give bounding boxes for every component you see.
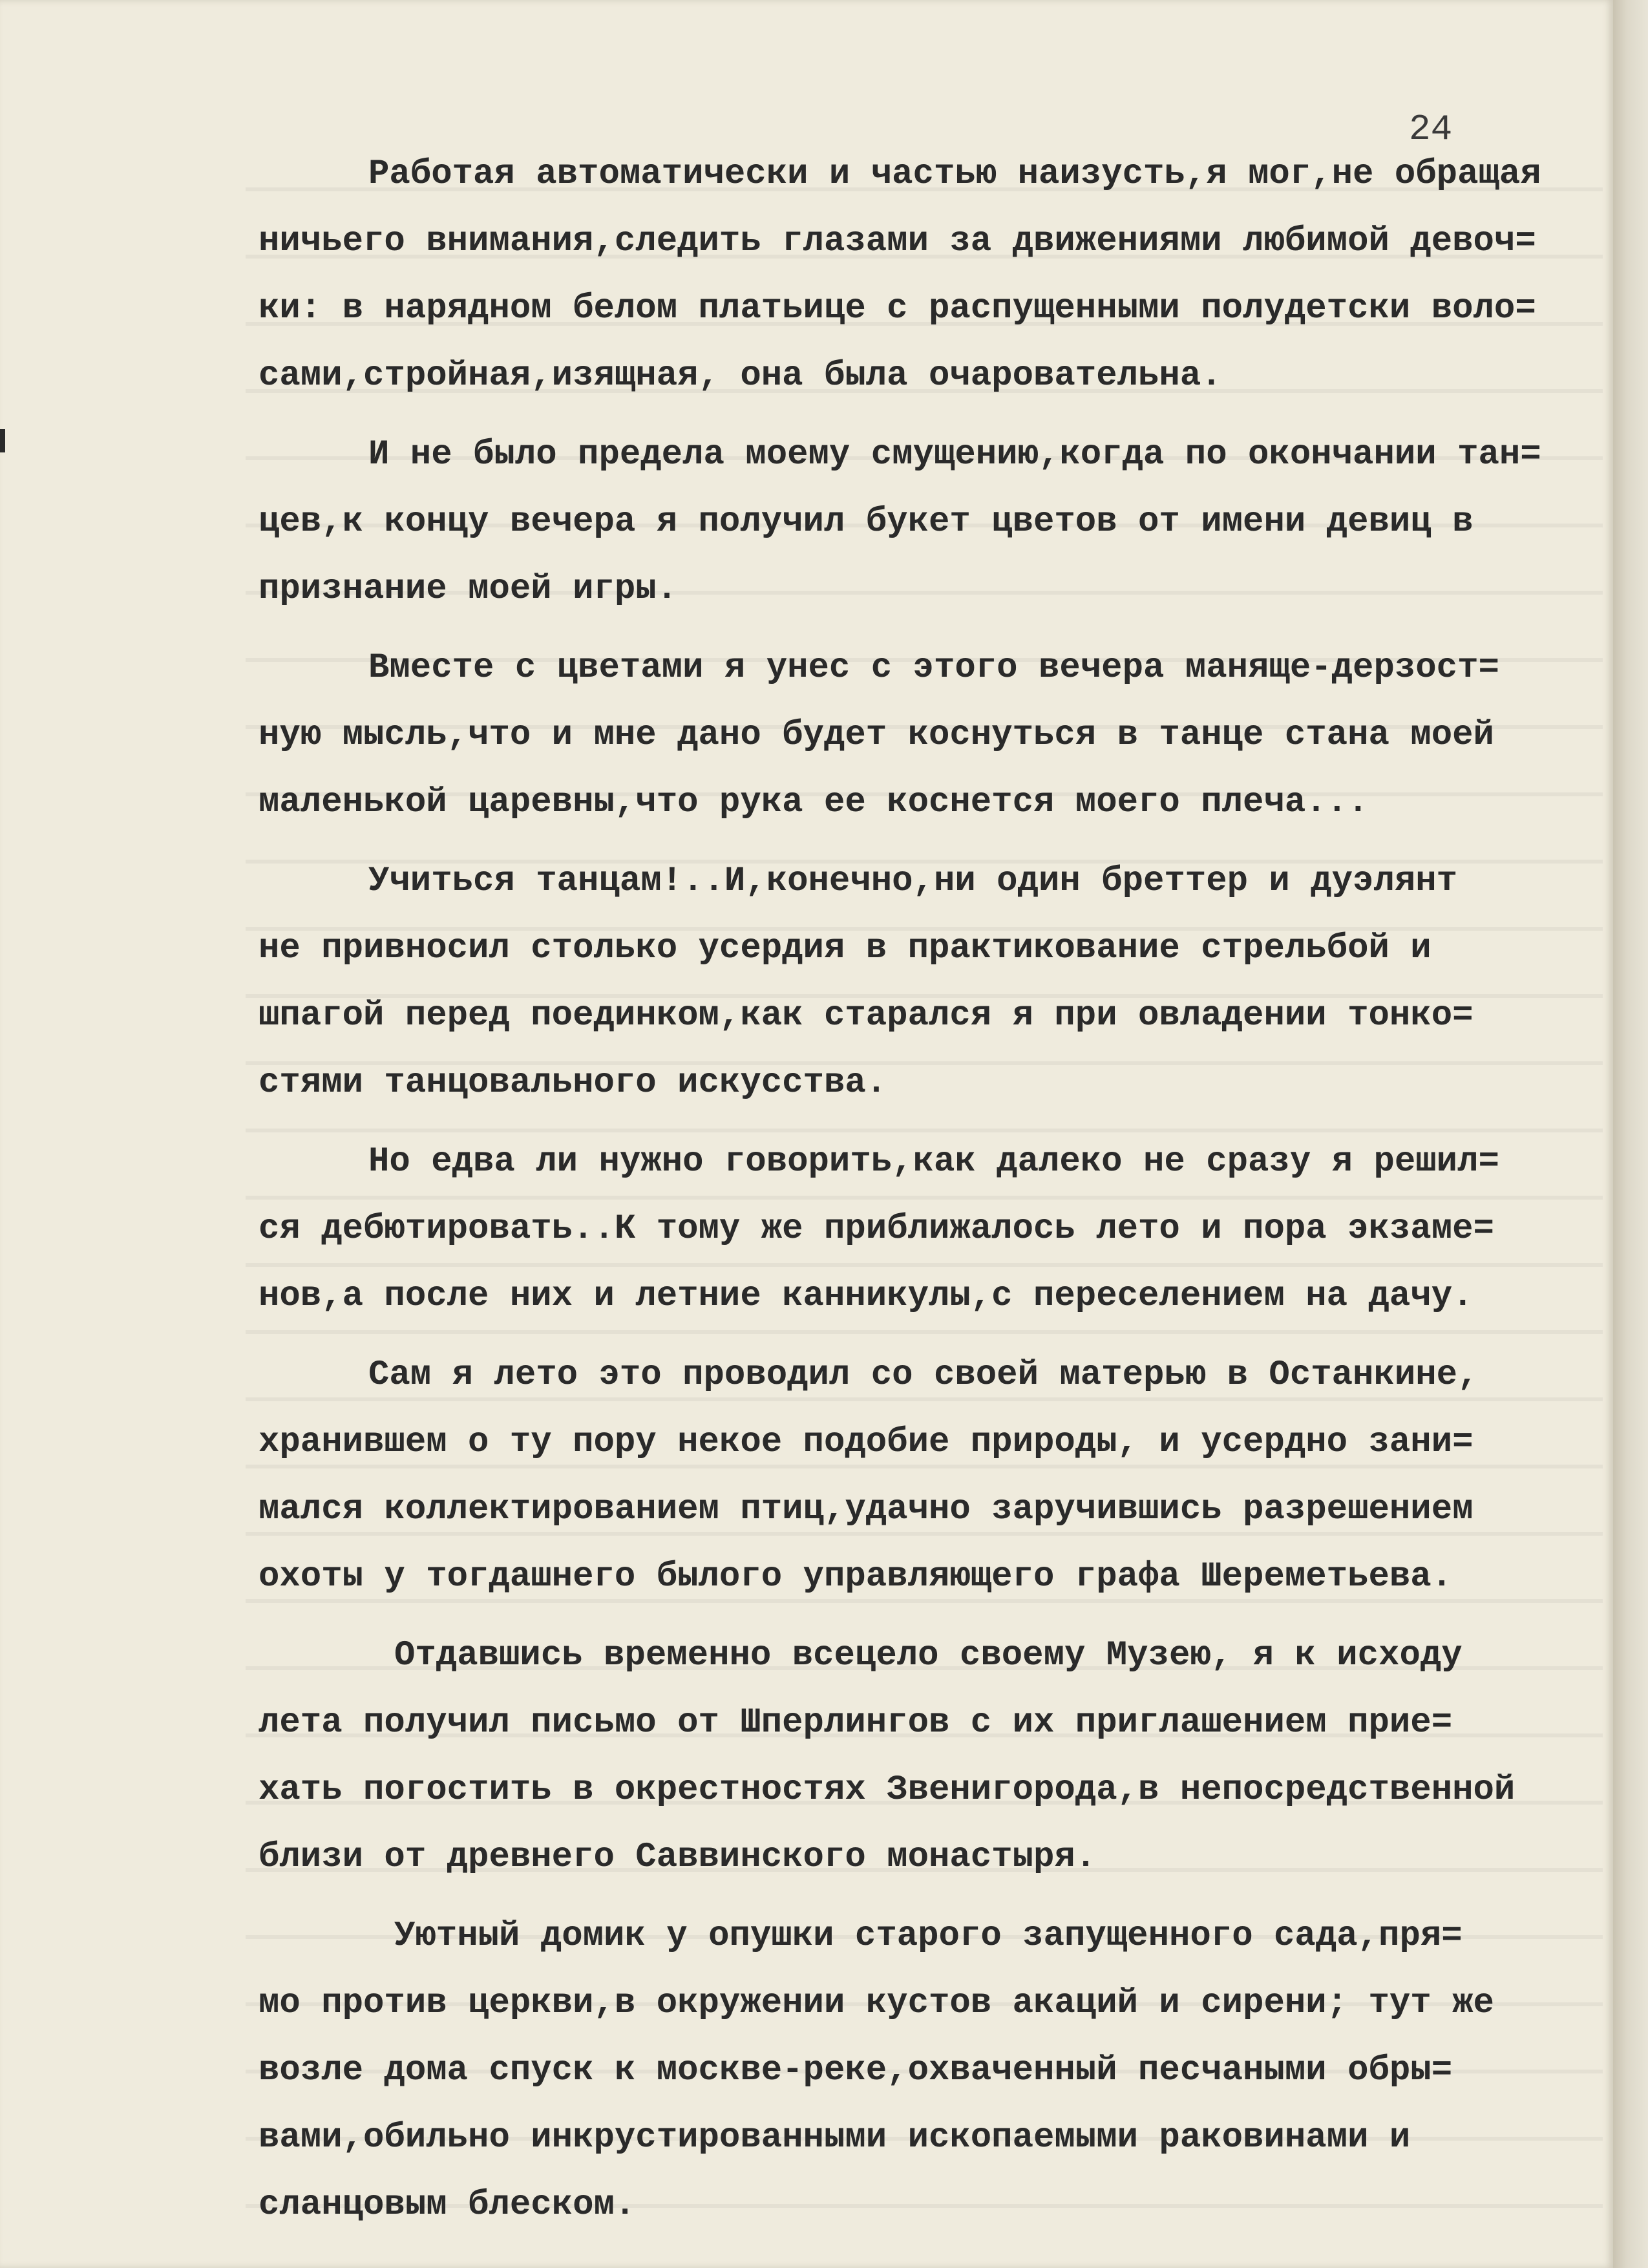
scanner-edge — [1613, 0, 1648, 2268]
text-line: нов,а после них и летние канникулы,с переселением на дачу. — [259, 1277, 1474, 1316]
text-line: мо против церкви,в окружении кустов акаций и сирени; тут же — [259, 1984, 1494, 2023]
paragraph — [259, 141, 1590, 410]
text-line: ную мысль,что и мне дано будет коснуться в танце стана моей — [259, 715, 1494, 755]
paragraph-gap — [259, 410, 1590, 421]
text-line: И не было предела моему смущению,когда по окончании тан= — [368, 435, 1541, 474]
paragraph-gap — [259, 1117, 1590, 1129]
text-line: ничьего внимания,следить глазами за движениями любимой девоч= — [259, 222, 1536, 261]
paragraph-gap — [259, 1330, 1590, 1342]
text-line: ки: в нарядном белом платьице с распущенными полудетски воло= — [259, 289, 1536, 328]
text-line: охоты у тогдашнего былого управляющего графа Шереметьева. — [259, 1557, 1453, 1596]
text-line: маленькой царевны,что рука ее коснется моего плеча... — [259, 783, 1369, 822]
paragraph-gap — [259, 836, 1590, 848]
text-line: сами,стройная,изящная, она была очаровательна. — [259, 356, 1222, 396]
text-line: вами,обильно инкрустированными ископаемыми раковинами и — [259, 2118, 1411, 2157]
page-number: 24 — [1409, 109, 1453, 150]
paragraph — [259, 1903, 1590, 2239]
text-line: шпагой перед поединком,как старался я при овладении тонко= — [259, 996, 1474, 1035]
text-line: Сам я лето это проводил со своей матерью в Останкине, — [368, 1355, 1479, 1395]
paragraph-gap — [259, 1891, 1590, 1903]
text-line: возле дома спуск к москве-реке,охваченный песчаными обры= — [259, 2051, 1453, 2090]
text-line: Учиться танцам!..И,конечно,ни один бреттер и дуэлянт — [368, 862, 1458, 901]
paragraph — [259, 635, 1590, 836]
text-line: признание моей игры. — [259, 569, 678, 609]
text-line: цев,к концу вечера я получил букет цветов от имени девиц в — [259, 502, 1474, 542]
text-line: Отдавшись временно всецело своему Музею, я к исходу — [394, 1636, 1463, 1675]
paragraph-gap — [259, 623, 1590, 635]
text-line: не привносил столько усердия в практикование стрельбой и — [259, 929, 1431, 968]
text-line: Работая автоматически и частью наизусть,я мог,не обращая — [368, 154, 1541, 194]
margin-mark — [0, 429, 5, 452]
typewritten-body — [259, 141, 1590, 2239]
paragraph — [259, 848, 1590, 1117]
paragraph — [259, 421, 1590, 623]
text-line: Уютный домик у опушки старого запущенного сада,пря= — [394, 1916, 1463, 1956]
text-line: близи от древнего Саввинского монастыря. — [259, 1838, 1097, 1877]
text-line: Вместе с цветами я унес с этого вечера маняще-дерзост= — [368, 648, 1499, 688]
paragraph — [259, 1129, 1590, 1330]
text-line: Но едва ли нужно говорить,как далеко не сразу я решил= — [368, 1142, 1499, 1182]
text-line: хранившем о ту пору некое подобие природы, и усердно зани= — [259, 1423, 1474, 1462]
paragraph — [259, 1342, 1590, 1611]
text-line: мался коллектированием птиц,удачно заручившись разрешением — [259, 1490, 1474, 1529]
paragraph-gap — [259, 1611, 1590, 1622]
text-line: лета получил письмо от Шперлингов с их приглашением прие= — [259, 1703, 1453, 1743]
text-line: хать погостить в окрестностях Звенигорода,в непосредственной — [259, 1770, 1516, 1810]
text-line: ся дебютировать..К тому же приближалось лето и пора экзаме= — [259, 1209, 1494, 1249]
paragraph — [259, 1622, 1590, 1891]
text-line: стями танцовального искусства. — [259, 1063, 887, 1103]
text-line: сланцовым блеском. — [259, 2185, 636, 2225]
